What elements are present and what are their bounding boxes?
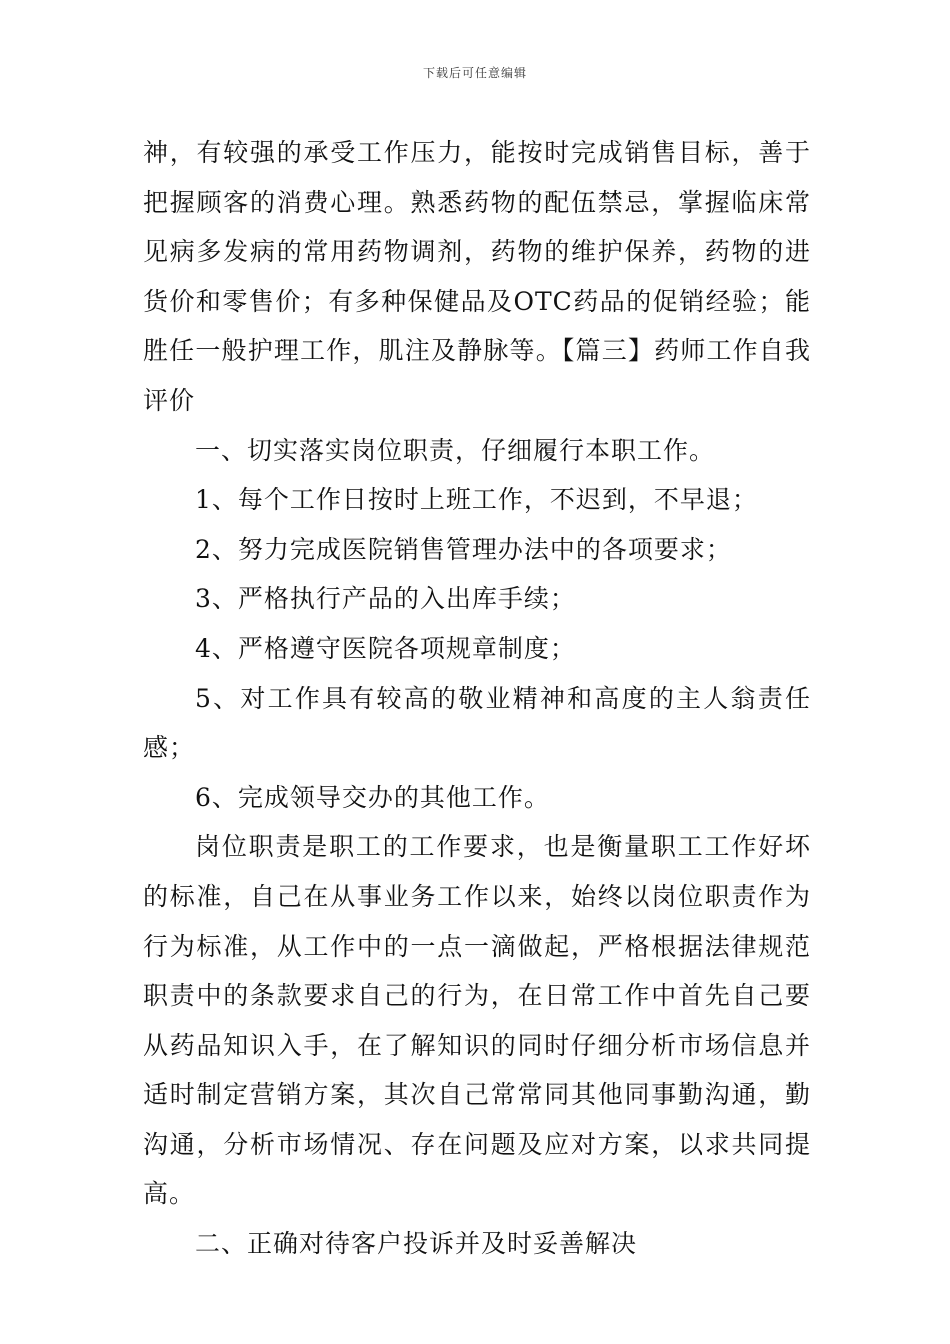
list-item: 4、严格遵守医院各项规章制度； — [195, 633, 576, 663]
body-paragraph: 岗位职责是职工的工作要求，也是衡量职工工作好坏的标准，自己在从事业务工作以来，始终以岗位职责作为行为标准，从工作中的一点一滴做起，严格根据法律规范职责中的条款要求自己的行为，在日常工作中首先自己要从药品知识入手，在了解知识的同时仔细分析市场信息并适时制定营销方案，其次自己常常同其他同事勤沟通，勤沟通，分析市场情况、存在问题及应对方案，以求共同提高。 — [143, 832, 811, 1209]
document-body — [143, 128, 811, 1269]
list-item: 3、严格执行产品的入出库手续； — [195, 584, 576, 614]
section-heading-one: 一、切实落实岗位职责，仔细履行本职工作。 — [195, 435, 716, 465]
section-heading-two: 二、正确对待客户投诉并及时妥善解决 — [195, 1229, 638, 1259]
page-header-note: 下载后可任意编辑 — [422, 66, 527, 80]
list-item: 2、努力完成医院销售管理办法中的各项要求； — [195, 534, 732, 564]
list-item: 1、每个工作日按时上班工作，不迟到，不早退； — [195, 485, 758, 515]
list-item: 6、完成领导交办的其他工作。 — [195, 782, 550, 812]
list-item: 5、对工作具有较高的敬业精神和高度的主人翁责任感； — [143, 683, 811, 763]
paragraph-continuation: 神，有较强的承受工作压力，能按时完成销售目标，善于把握顾客的消费心理。熟悉药物的配伍禁忌，掌握临床常见病多发病的常用药物调剂，药物的维护保养，药物的进货价和零售价；有多种保健品及OTC药品的促销经验；能胜任一般护理工作，肌注及静脉等。【篇三】药师工作自我评价 — [143, 138, 811, 415]
